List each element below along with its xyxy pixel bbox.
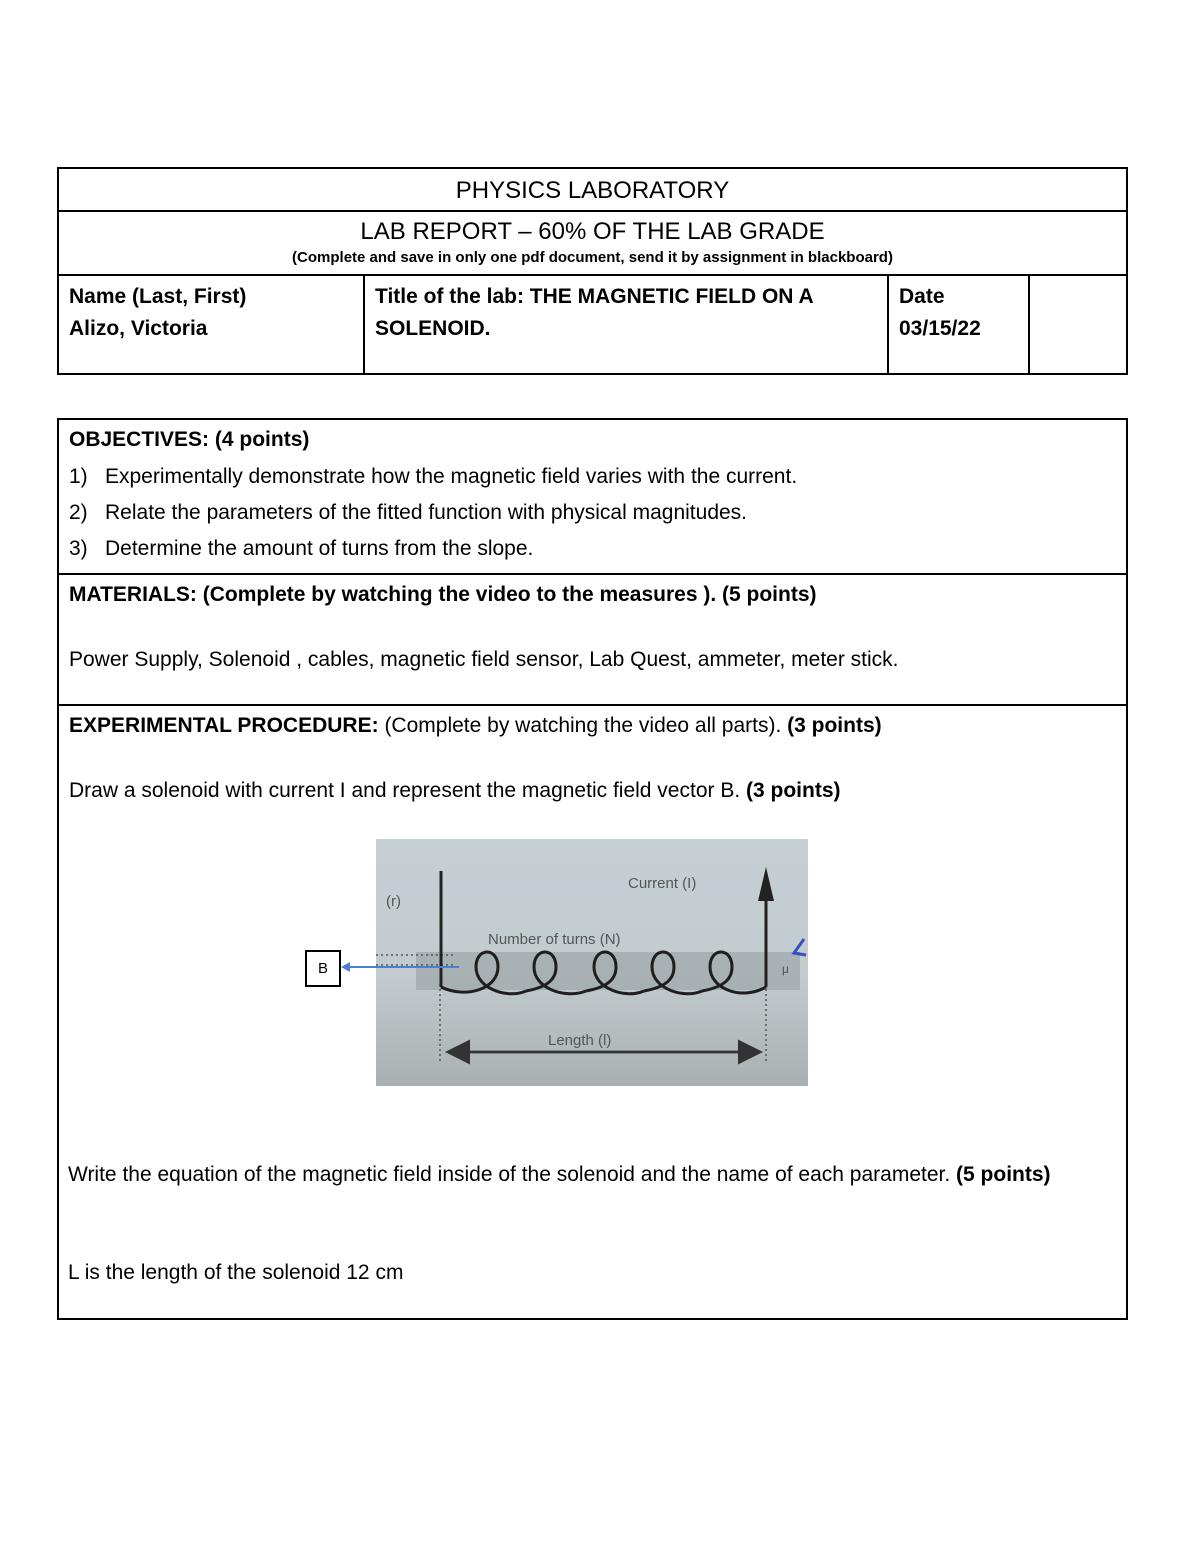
materials-section [59, 575, 1126, 706]
date-cell [889, 274, 1030, 373]
list-item [69, 495, 1116, 531]
current-label: Current (I) [628, 875, 697, 892]
item-number: 1) [69, 465, 88, 488]
draw-text: Draw a solenoid with current I and represent the magnetic field vector B. [69, 779, 741, 802]
empty-cell [1030, 274, 1126, 373]
draw-points: (3 points) [746, 779, 841, 802]
procedure-heading-line [69, 710, 1116, 742]
title-label: Title of the lab: THE MAGNETIC FIELD ON A SOLENOID. [375, 285, 813, 340]
report-title: LAB REPORT – 60% OF THE LAB GRADE [360, 218, 825, 245]
radius-label: (r) [386, 893, 401, 910]
date-label: Date [899, 285, 945, 308]
mu-label: μ [782, 962, 789, 976]
materials-heading: MATERIALS: (Complete by watching the video to the measures ). (5 points) [69, 583, 817, 606]
report-title-row [59, 210, 1126, 276]
b-vector-arrow [341, 958, 461, 978]
date-value: 03/15/22 [899, 317, 981, 340]
objectives-heading-line [69, 424, 1116, 456]
title-cell [365, 274, 889, 373]
item-number: 3) [69, 537, 88, 560]
objectives-section [59, 420, 1126, 575]
equation-instruction [68, 1158, 1110, 1191]
turns-label: Number of turns (N) [488, 931, 621, 948]
list-item [69, 459, 1116, 495]
item-text: Relate the parameters of the fitted function with physical magnitudes. [105, 501, 748, 524]
equation-text: Write the equation of the magnetic field inside of the solenoid and the name of each parameter. [68, 1163, 951, 1186]
procedure-heading-points: (3 points) [787, 714, 882, 737]
objectives-points: (4 points) [214, 428, 310, 451]
procedure-heading: EXPERIMENTAL PROCEDURE: [69, 714, 379, 737]
draw-instruction [69, 775, 1116, 807]
procedure-heading-note: (Complete by watching the video all parts). [384, 714, 782, 737]
item-number: 2) [69, 501, 88, 524]
objectives-list [69, 459, 1116, 567]
objectives-heading: OBJECTIVES: [69, 428, 210, 451]
name-cell [59, 274, 365, 373]
list-item [69, 531, 1116, 567]
item-text: Experimentally demonstrate how the magnetic field varies with the current. [105, 465, 798, 488]
b-vector-label-box: B [305, 950, 341, 987]
header-table [57, 167, 1128, 375]
materials-text: Power Supply, Solenoid , cables, magnetic field sensor, Lab Quest, ammeter, meter stick. [69, 648, 899, 671]
equation-points: (5 points) [956, 1163, 1051, 1186]
name-value: Alizo, Victoria [69, 317, 208, 340]
info-row [59, 274, 1126, 373]
report-subtitle: (Complete and save in only one pdf document, send it by assignment in blackboard) [292, 249, 893, 266]
length-note: L is the length of the solenoid 12 cm [68, 1261, 404, 1284]
name-label: Name (Last, First) [69, 285, 247, 308]
length-label: Length (l) [548, 1032, 612, 1049]
lab-name: PHYSICS LABORATORY [59, 169, 1126, 212]
item-text: Determine the amount of turns from the slope. [105, 537, 534, 560]
